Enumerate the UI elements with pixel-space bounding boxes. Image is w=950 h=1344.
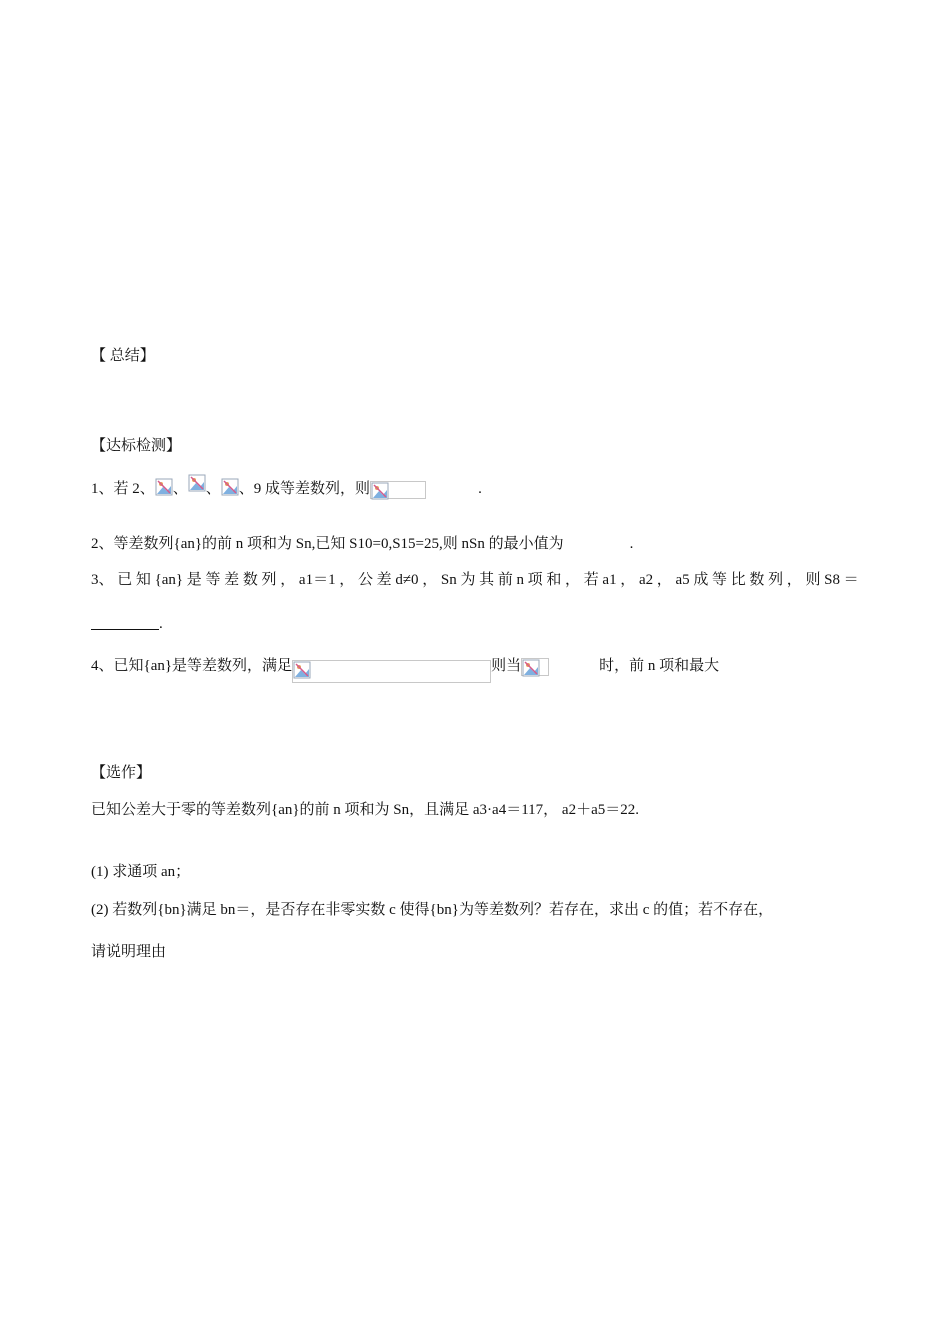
n-image-frame bbox=[521, 658, 549, 676]
q3-text-segment: {an} bbox=[154, 572, 184, 588]
q3-text-segment: 已 bbox=[117, 572, 133, 588]
q3-text-segment: ， bbox=[422, 572, 438, 588]
q3-text-segment: S8 bbox=[824, 572, 840, 588]
question-4 bbox=[91, 656, 719, 683]
answer-image-frame bbox=[370, 481, 426, 499]
q2-end: . bbox=[629, 536, 634, 552]
q1-end: . bbox=[478, 481, 482, 497]
q3-text-segment: 3、 bbox=[91, 572, 114, 588]
q3-text-segment: ， bbox=[620, 572, 636, 588]
q3-text-segment: 比 bbox=[730, 572, 746, 588]
q3-text-segment: ， bbox=[339, 572, 355, 588]
q3-text-segment: 和 bbox=[546, 572, 562, 588]
question-3-cont bbox=[91, 614, 163, 634]
q2-text: 2、等差数列{an}的前 n 项和为 Sn,已知 S10=0,S15=25,则 nSn 的最小值为 bbox=[91, 536, 564, 552]
q3-text-segment: ， bbox=[786, 572, 802, 588]
optional-part-2: (2) 若数列{bn}满足 bn＝，是否存在非零实数 c 使得{bn}为等差数列？若存在，求出 c 的值；若不存在， bbox=[91, 902, 774, 918]
question-1 bbox=[91, 474, 482, 499]
broken-image-icon bbox=[155, 478, 173, 496]
q4-prefix: 4、已知{an}是等差数列，满足 bbox=[91, 658, 293, 674]
broken-image-icon bbox=[188, 474, 206, 492]
q3-text-segment: 数 bbox=[242, 572, 258, 588]
optional-part-1: (1) 求通项 an； bbox=[91, 864, 191, 880]
broken-image-icon bbox=[221, 478, 239, 496]
q3-text-segment: 列 bbox=[261, 572, 277, 588]
q3-text-segment: 是 bbox=[186, 572, 202, 588]
q3-text-segment: ， bbox=[280, 572, 296, 588]
q1-sep-1: 、 bbox=[172, 481, 188, 497]
q3-text-segment: a1＝1 bbox=[298, 572, 336, 588]
q3-text-segment: 列 bbox=[768, 572, 784, 588]
q3-text-segment: 公 bbox=[357, 572, 373, 588]
q3-text-segment: Sn bbox=[440, 572, 457, 588]
question-2 bbox=[91, 534, 633, 554]
q3-end: . bbox=[159, 616, 163, 632]
optional-part-2-cont: 请说明理由 bbox=[91, 944, 167, 960]
q3-text-segment: 成 bbox=[693, 572, 709, 588]
q1-sep-2: 、 bbox=[205, 481, 221, 497]
test-heading: 【达标检测】 bbox=[91, 438, 182, 454]
q4-mid: 则当 bbox=[491, 658, 522, 674]
q3-text-segment: ＝ bbox=[843, 572, 859, 588]
q3-text-segment: 知 bbox=[135, 572, 151, 588]
optional-intro: 已知公差大于零的等差数列{an}的前 n 项和为 Sn，且满足 a3·a4＝117， a2＋a5＝22. bbox=[91, 802, 639, 818]
summary-heading: 【 总结】 bbox=[91, 348, 155, 364]
broken-image-icon bbox=[293, 661, 311, 679]
q3-text-segment: ， bbox=[565, 572, 581, 588]
q3-text-segment: a1 bbox=[602, 572, 617, 588]
q3-text-segment: ， bbox=[656, 572, 672, 588]
broken-image-icon bbox=[371, 482, 389, 500]
q3-text-segment: 前 bbox=[497, 572, 513, 588]
optional-heading: 【选作】 bbox=[91, 765, 152, 781]
q1-text: 、9 成等差数列，则 bbox=[238, 481, 371, 497]
condition-image-frame bbox=[292, 660, 491, 683]
q1-prefix: 1、若 2、 bbox=[91, 481, 155, 497]
q3-text-segment: 其 bbox=[479, 572, 495, 588]
q3-text-segment: a2 bbox=[638, 572, 654, 588]
q3-text-segment: 等 bbox=[712, 572, 728, 588]
q3-text-segment: 项 bbox=[527, 572, 543, 588]
q3-text-segment: 为 bbox=[460, 572, 476, 588]
q3-text-segment: 差 bbox=[376, 572, 392, 588]
q3-text-segment: 差 bbox=[224, 572, 240, 588]
q3-text-segment: 数 bbox=[749, 572, 765, 588]
q4-end: 时，前 n 项和最大 bbox=[599, 658, 720, 674]
q3-text-segment: a5 bbox=[675, 572, 690, 588]
q3-text-segment: 则 bbox=[805, 572, 821, 588]
q3-text-segment: 若 bbox=[583, 572, 599, 588]
answer-blank-line bbox=[91, 615, 159, 630]
q3-text-segment: n bbox=[516, 572, 524, 588]
q3-text-segment: 等 bbox=[205, 572, 221, 588]
question-3 bbox=[91, 570, 859, 590]
q3-text-segment: d≠0 bbox=[395, 572, 419, 588]
broken-image-icon bbox=[522, 659, 540, 677]
